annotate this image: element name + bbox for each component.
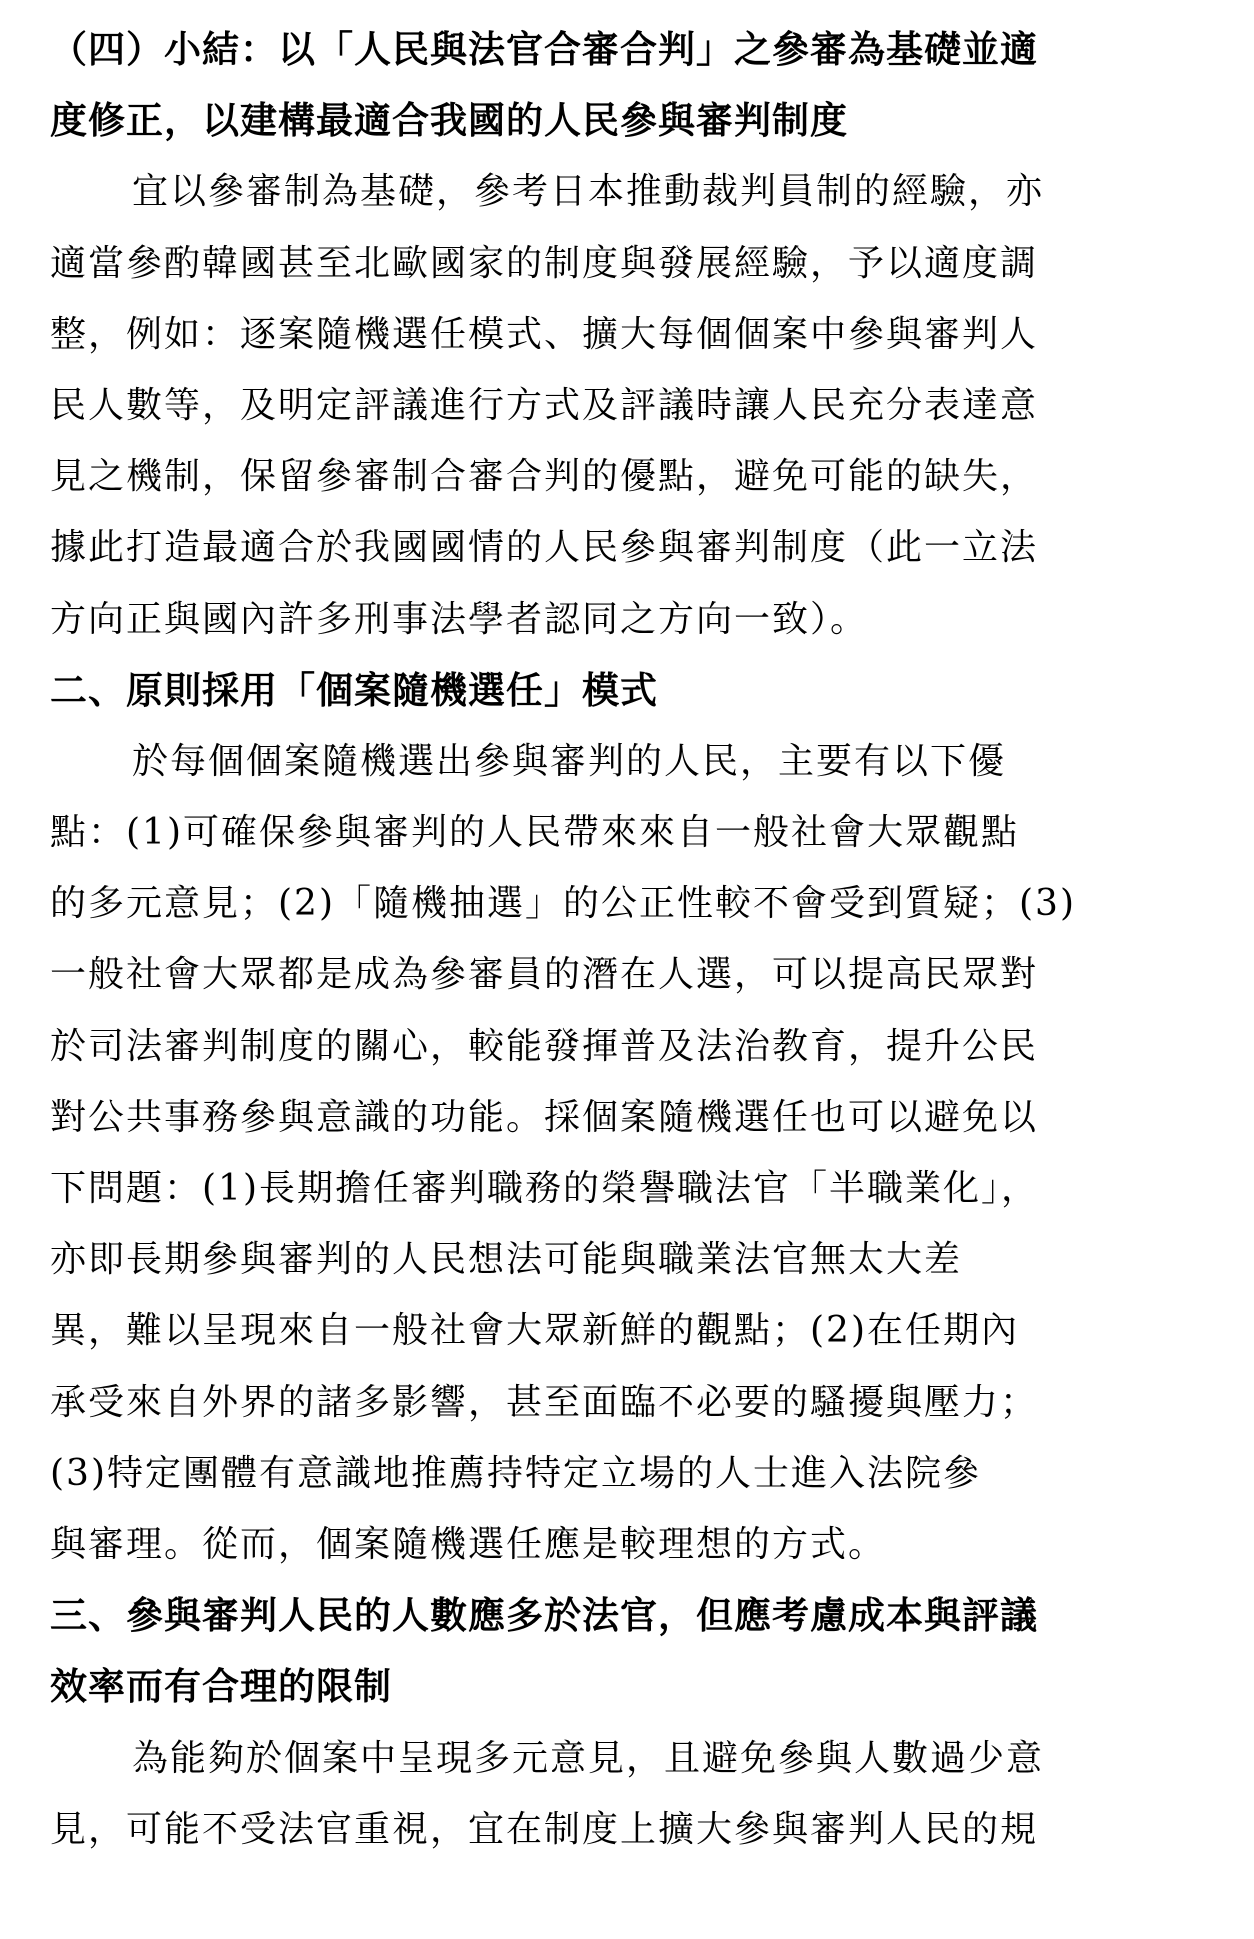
heading-line: 度修正，以建構最適合我國的人民參與審判制度 [50, 99, 848, 143]
heading-line: 二、原則採用「個案隨機選任」模式 [50, 668, 658, 712]
heading-line: （四）小結：以「人民與法官合審合判」之參審為基礎並適 [50, 28, 1038, 71]
text-line: 見之機制，保留參審制合審合判的優點，避免可能的缺失， [50, 456, 1039, 498]
text-line: 亦即長期參與審判的人民想法可能與職業法官無太大差 [50, 1239, 963, 1281]
text-line: 下問題：(1)長期擔任審判職務的榮譽職法官「半職業化」， [50, 1168, 1039, 1209]
text-line: 承受來自外界的諸多影響，甚至面臨不必要的騷擾與壓力； [50, 1381, 1039, 1423]
section-heading-random-selection [50, 655, 1210, 726]
text-line: 民人數等，及明定評議進行方式及評議時讓人民充分表達意 [50, 384, 1039, 426]
text-line: 於每個個案隨機選出參與審判的人民，主要有以下優 [132, 740, 1007, 782]
text-line: 於司法審判制度的關心，較能發揮普及法治教育，提升公民 [50, 1025, 1039, 1067]
text-line: 與審理。從而，個案隨機選任應是較理想的方式。 [50, 1523, 887, 1565]
text-line: 為能夠於個案中呈現多元意見，且避免參與人數過少意 [132, 1737, 1045, 1779]
text-line: 適當參酌韓國甚至北歐國家的制度與發展經驗，予以適度調 [50, 242, 1039, 284]
section-heading-participant-number [50, 1580, 1210, 1722]
section-heading-summary [50, 14, 1210, 156]
text-line: 一般社會大眾都是成為參審員的潛在人選，可以提高民眾對 [50, 954, 1039, 996]
heading-line: 三、參與審判人民的人數應多於法官，但應考慮成本與評議 [50, 1594, 1038, 1638]
text-line: 宜以參審制為基礎，參考日本推動裁判員制的經驗，亦 [132, 171, 1045, 213]
document-body [50, 14, 1210, 1865]
text-line: 的多元意見；(2)「隨機抽選」的公正性較不會受到質疑；(3) [50, 883, 1076, 925]
text-line: 方向正與國內許多刑事法學者認同之方向一致）。 [50, 598, 869, 640]
body-paragraph-2 [50, 726, 1210, 1580]
body-paragraph-1 [50, 156, 1210, 654]
text-line: 據此打造最適合於我國國情的人民參與審判制度（此一立法 [50, 527, 1039, 569]
text-line: 整，例如：逐案隨機選任模式、擴大每個個案中參與審判人 [50, 313, 1039, 355]
text-line: 見，可能不受法官重視，宜在制度上擴大參與審判人民的規 [50, 1808, 1039, 1850]
text-line: 對公共事務參與意識的功能。採個案隨機選任也可以避免以 [50, 1096, 1039, 1138]
body-paragraph-3 [50, 1723, 1210, 1865]
text-line: 點：(1)可確保參與審判的人民帶來來自一般社會大眾觀點 [50, 812, 1019, 854]
heading-line: 效率而有合理的限制 [50, 1665, 392, 1709]
text-line: (3)特定團體有意識地推薦持特定立場的人士進入法院參 [50, 1452, 981, 1494]
text-line: 異，難以呈現來自一般社會大眾新鮮的觀點；(2)在任期內 [50, 1310, 1019, 1352]
